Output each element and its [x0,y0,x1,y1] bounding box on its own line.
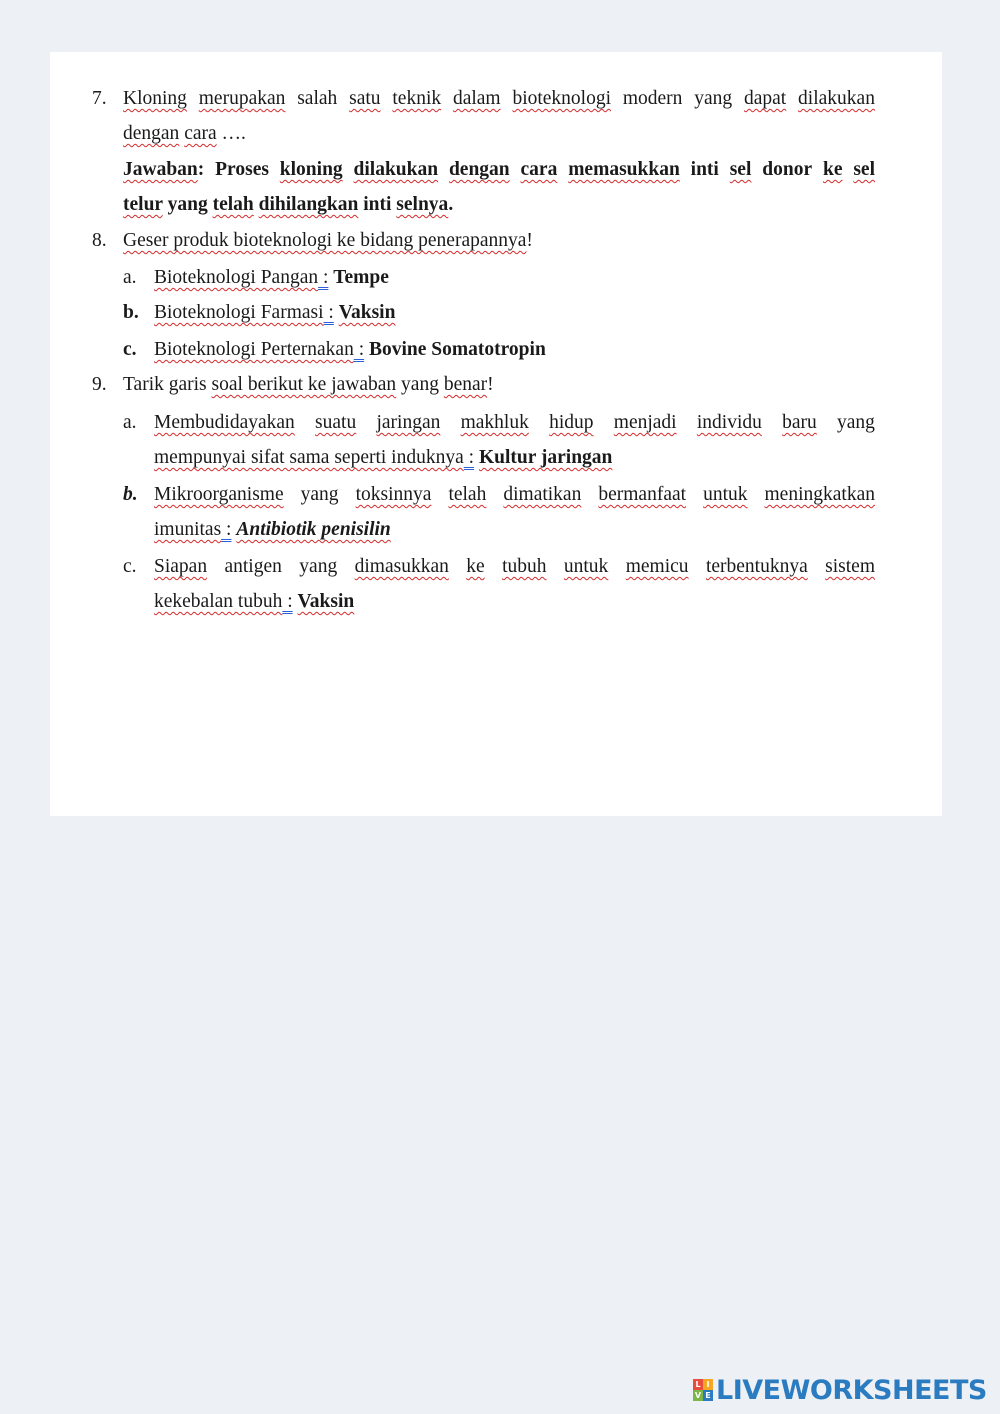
q9-number [92,370,107,400]
q7-number-text: 7. [92,88,107,109]
q9-prompt-text: Tarik garis [123,374,212,395]
q7-answer-word: inti [690,159,719,180]
q7-answer-word: kloning [279,159,343,180]
q9-word: untuk [563,556,609,577]
q9-prompt-text: soal berikut ke jawaban [211,374,397,395]
q9-word: suatu [315,412,357,433]
q9-prompt-mark: ! [487,374,494,395]
q8-item-c [154,335,546,365]
q8-item-label: Bioteknologi Perternakan [154,339,354,360]
q9-item-sep: : [463,447,475,468]
q9-word: antigen [224,556,282,577]
logo-mark-cell: L [693,1379,703,1390]
q9-word: dimatikan [503,484,582,505]
q8-item-answer: Bovine Somatotropin [369,339,546,360]
q7-word: modern [622,88,683,109]
logo-mark-cell: V [694,1391,702,1400]
q7-number [92,84,107,114]
q7-answer-word: sel [853,159,875,180]
q7-word: satu [349,88,381,109]
q9-item-letter: c. [123,556,137,577]
q9-word: tubuh [502,556,547,577]
q9-item-answer: Antibiotik penisilin [236,519,391,540]
q7-word: yang [694,88,733,109]
q7-answer-period: . [448,194,454,215]
q9-item-c-letter [123,552,137,582]
q9-prompt-text: benar [443,374,488,395]
q9-number-text: 9. [92,374,107,395]
q9-item-a-letter [123,408,137,438]
q7-answer-word: dihilangkan [258,194,359,215]
q9-word: hidup [549,412,594,433]
q9-word: baru [782,412,817,433]
q9-prompt-text: yang [396,374,444,395]
q7-answer-word: donor [762,159,813,180]
q9-word: bermanfaat [598,484,687,505]
q8-prompt-text: Geser produk bioteknologi ke bidang penerapannya [123,230,527,251]
liveworksheets-mark-icon [693,1379,713,1401]
q8-item-b [154,298,395,328]
q7-answer-word: ke [822,159,843,180]
q9-word: individu [696,412,762,433]
q7-word: salah [297,88,338,109]
q8-item-answer: Vaksin [338,302,396,323]
q7-answer-label: Jawaban [123,159,198,180]
q9-word: dimasukkan [354,556,449,577]
q9-item-c-line1 [154,552,875,582]
q9-item-a-line1 [154,408,875,438]
q7-answer-word: dilakukan [353,159,439,180]
q9-word: Mikroorganisme [154,484,284,505]
q8-prompt-mark: ! [526,230,533,251]
q7-word: merupakan [198,88,286,109]
q7-answer-word: sel [729,159,752,180]
q7-line2 [123,119,246,149]
logo-mark-cell: I [703,1379,713,1390]
q9-item-b-line1 [154,480,875,510]
q9-item-sep: : [282,591,293,612]
q7-answer-word: dengan [448,159,510,180]
q9-item-b-line2 [154,515,391,545]
q9-item-c-line2 [154,587,354,617]
q9-item-letter: b. [123,484,138,505]
q8-item-a-letter [123,263,137,293]
q8-item-sep: : [323,302,334,323]
q8-prompt [123,226,533,256]
q7-answer-colon: : [197,159,205,180]
q7-answer-word: cara [520,159,558,180]
q9-word: makhluk [460,412,529,433]
q9-word: meningkatkan [764,484,875,505]
q9-item-b-letter [123,480,138,510]
q7-ellipsis: …. [216,123,246,144]
q9-word: ke [466,556,485,577]
q8-item-label: Bioteknologi Farmasi [154,302,324,323]
q8-item-letter: b. [123,302,139,323]
q7-answer-word: inti [358,194,397,215]
q9-word: untuk [703,484,748,505]
q9-item-a-line2 [154,443,612,473]
q9-word: toksinnya [355,484,432,505]
q8-item-a [154,263,389,293]
q9-item-answer: Kultur jaringan [478,447,613,468]
liveworksheets-logo [693,1372,987,1408]
q9-item-letter: a. [123,412,137,433]
q9-item-answer: Vaksin [297,591,355,612]
q9-word: terbentuknya [705,556,808,577]
q8-item-c-letter [123,335,137,365]
q7-line1 [123,84,875,114]
q9-word: yang [299,556,338,577]
q9-item-text: mempunyai sifat sama seperti induknya [154,447,464,468]
q7-answer-label-group [123,155,204,185]
q7-word: dengan [123,123,180,144]
q7-word: dalam [452,88,501,109]
q7-answer-line1 [123,155,875,185]
q7-answer-word: memasukkan [568,159,680,180]
q9-item-text: imunitas [154,519,222,540]
q9-word: sistem [825,556,875,577]
q7-word: Kloning [123,88,187,109]
q9-prompt [123,370,494,400]
q7-word: dapat [743,88,787,109]
q9-item-text: kekebalan tubuh [154,591,283,612]
q7-word: cara [184,123,217,144]
q9-word: jaringan [376,412,441,433]
q8-item-sep: : [353,339,365,360]
q9-word: yang [300,484,339,505]
q8-item-answer: Tempe [333,267,389,288]
q8-number [92,226,107,256]
q8-item-letter: c. [123,339,137,360]
q7-word: bioteknologi [512,88,612,109]
q8-item-label: Bioteknologi Pangan [154,267,319,288]
q9-word: menjadi [613,412,677,433]
q9-word: telah [448,484,487,505]
q7-answer-line2 [123,190,453,220]
q7-answer-word: telah [212,194,254,215]
q9-item-sep: : [221,519,232,540]
q8-item-letter: a. [123,267,137,288]
q7-answer-word: telur [123,194,163,215]
q9-word: Membudidayakan [154,412,295,433]
q7-word: teknik [392,88,442,109]
q9-word: Siapan [154,556,208,577]
liveworksheets-wordmark: LIVEWORKSHEETS [716,1374,987,1406]
q8-number-text: 8. [92,230,107,251]
q7-answer-word: Proses [215,159,269,180]
q8-item-b-letter [123,298,139,328]
q7-answer-word: selnya [396,194,449,215]
worksheet-page [50,52,942,816]
q8-item-sep: : [318,267,329,288]
q7-answer-word: yang [162,194,213,215]
q9-word: yang [837,412,875,433]
q9-word: memicu [625,556,689,577]
q7-word: dilakukan [798,88,875,109]
logo-mark-cell: E [703,1390,713,1401]
